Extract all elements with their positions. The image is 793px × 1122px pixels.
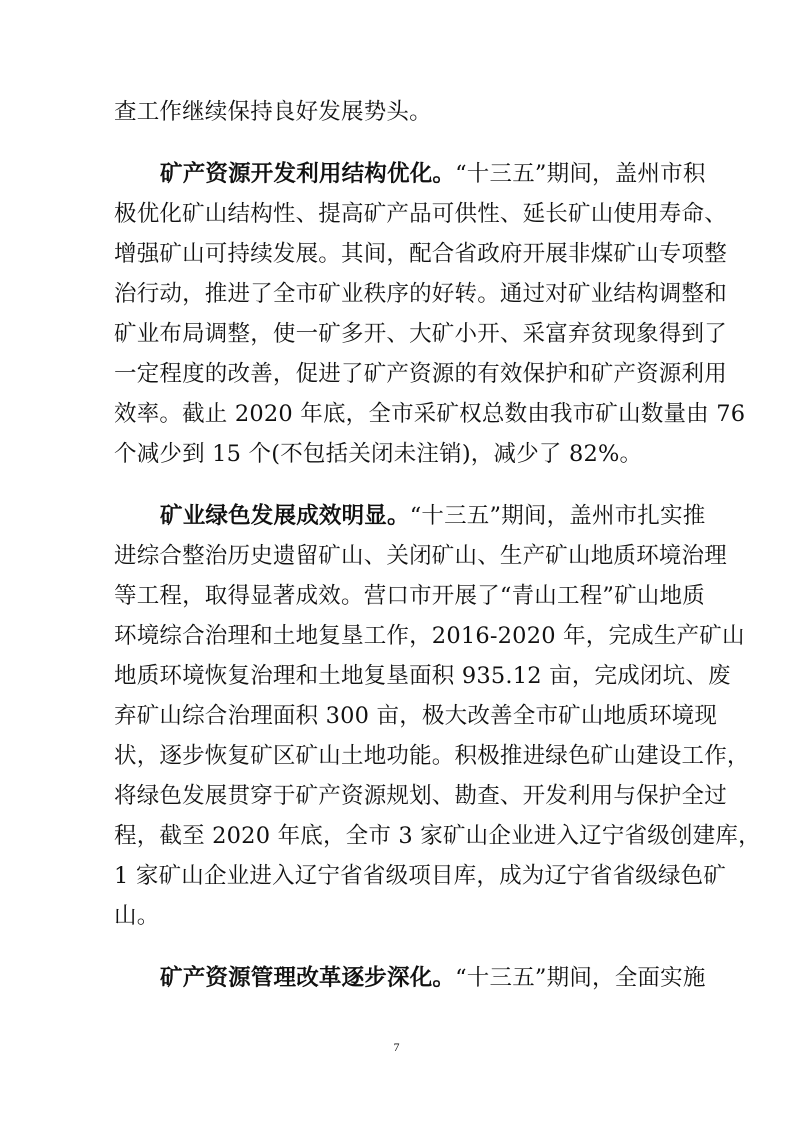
paragraph-2-line-9: 程，截至 2020 年底，全市 3 家矿山企业进入辽宁省级创建库， [114,823,761,849]
paragraph-1-line-5: 矿业布局调整，使一矿多开、大矿小开、采富弃贫现象得到了 [114,321,727,347]
page-number: 7 [393,1040,400,1054]
paragraph-2-line-3: 等工程，取得显著成效。营口市开展了“青山工程”矿山地质 [114,583,705,609]
paragraph-2-line-5: 地质环境恢复治理和土地复垦面积 935.12 亩，完成闭坑、废 [114,663,731,689]
paragraph-1-line-2: 极优化矿山结构性、提高矿产品可供性、延长矿山使用寿命、 [114,201,727,227]
paragraph-2-line-10: 1 家矿山企业进入辽宁省省级项目库，成为辽宁省省级绿色矿 [114,863,727,889]
paragraph-1-heading: 矿产资源开发利用结构优化。 [160,161,456,187]
paragraph-2-first-line [160,500,706,532]
paragraph-3-first-line [160,962,706,994]
paragraph-2-line-8: 将绿色发展贯穿于矿产资源规划、勘查、开发利用与保护全过 [114,783,727,809]
paragraph-2-line-4: 环境综合治理和土地复垦工作，2016-2020 年，完成生产矿山 [114,623,745,649]
paragraph-2-line-6: 弃矿山综合治理面积 300 亩，极大改善全市矿山地质环境现 [114,703,718,729]
paragraph-1-line-6: 一定程度的改善，促进了矿产资源的有效保护和矿产资源利用 [114,361,727,387]
paragraph-1-line-4: 治行动，推进了全市矿业秩序的好转。通过对矿业结构调整和 [114,281,727,307]
paragraph-2-line-7: 状，逐步恢复矿区矿山土地功能。积极推进绿色矿山建设工作， [114,743,750,769]
paragraph-1-line-7: 效率。截止 2020 年底，全市采矿权总数由我市矿山数量由 76 [114,401,746,427]
paragraph-2-line-11: 山。 [114,903,160,929]
paragraph-1-line-3: 增强矿山可持续发展。其间，配合省政府开展非煤矿山专项整 [114,241,727,267]
paragraph-3-heading: 矿产资源管理改革逐步深化。 [160,965,456,991]
paragraph-1-line-8: 个减少到 15 个(不包括关闭未注销)，减少了 82%。 [114,441,643,467]
paragraph-1-line-1-text: “十三五”期间，盖州市积 [455,161,706,187]
paragraph-1-first-line [160,158,706,190]
paragraph-0-line-1: 查工作继续保持良好发展势头。 [114,99,432,125]
paragraph-2-line-2: 进综合整治历史遗留矿山、关闭矿山、生产矿山地质环境治理 [114,543,727,569]
paragraph-2-line-1-text: “十三五”期间，盖州市扎实推 [409,503,706,529]
paragraph-3-line-1-text: “十三五”期间，全面实施 [455,965,706,991]
paragraph-2-heading: 矿业绿色发展成效明显。 [160,503,410,529]
